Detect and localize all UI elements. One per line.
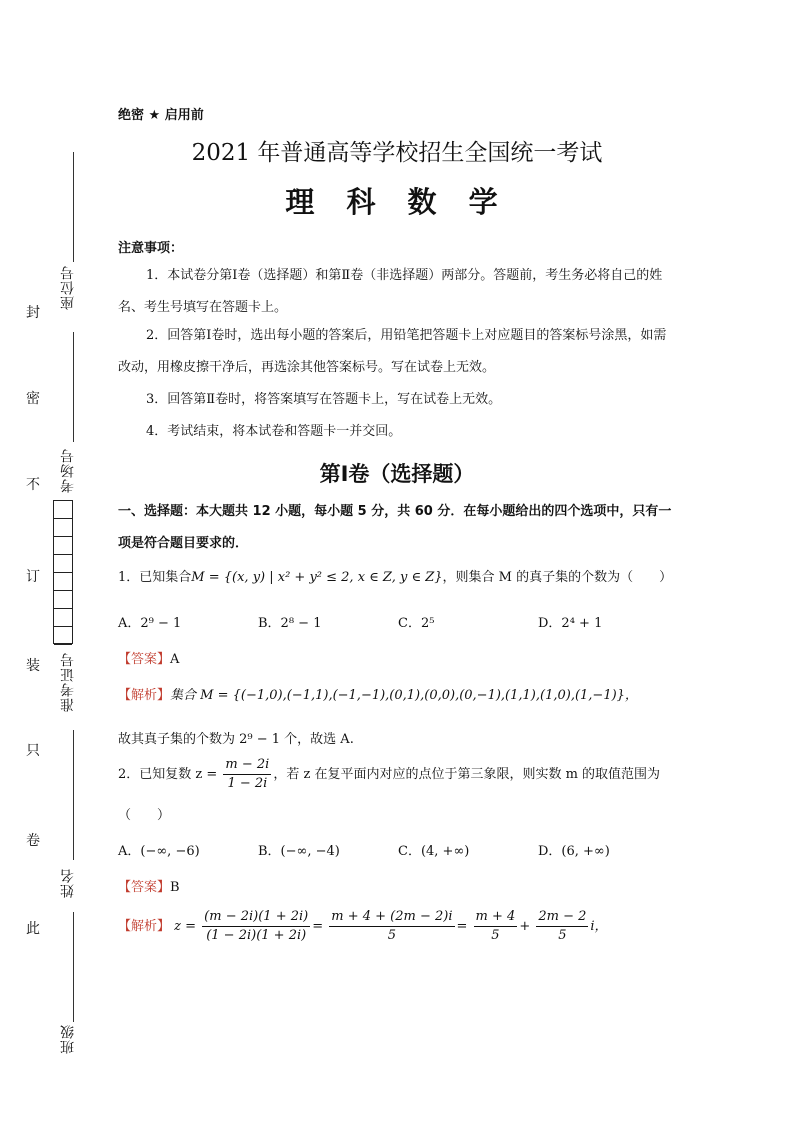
q1-suffix: ，则集合 M 的真子集的个数为（ ）	[442, 570, 673, 585]
notice-item-1: 1．本试卷分第Ⅰ卷（选择题）和第Ⅱ卷（非选择题）两部分。答题前，考生务必将自己的姓名、考生号填写在答题卡上。	[118, 268, 663, 315]
fraction-numerator: m − 2i	[223, 756, 271, 775]
notice-item-2: 2．回答第Ⅰ卷时，选出每小题的答案后，用铅笔把答题卡上对应题目的答案标号涂黑，如需改动，用橡皮擦干净后，再选涂其他答案标号。写在试卷上无效。	[118, 328, 667, 375]
question-1-stem	[118, 562, 676, 594]
q1-prefix: 1．已知集合	[118, 570, 192, 585]
q1-set-expression: M = {(x, y) | x² + y² ≤ 2, x ∈ Z, y ∈ Z}	[191, 570, 443, 585]
seal-char: 卷	[26, 833, 40, 849]
section-instructions: 一、选择题：本大题共 12 小题，每小题 5 分，共 60 分．在每小题给出的四个选项中，只有一项是符合题目要求的．	[118, 504, 672, 551]
seal-char: 密	[26, 391, 40, 407]
q2-analysis-tail: i，	[590, 919, 608, 934]
analysis-fraction-4	[536, 908, 588, 945]
q2-suffix: ，若 z 在复平面内对应的点位于第三象限，则实数 m 的取值范围为	[273, 767, 661, 782]
q1-option-b: B．2⁸ − 1	[258, 616, 322, 631]
seal-char: 只	[26, 743, 40, 759]
binding-line-3	[73, 730, 74, 860]
fraction-numerator: m + 4	[474, 908, 518, 927]
q2-prefix: 2．已知复数 z =	[118, 767, 218, 782]
fraction-denominator: (1 − 2i)(1 + 2i)	[206, 928, 307, 943]
q1-analysis-line1: 集合 M = {(−1,0),(−1,1),(−1,−1),(0,1),(0,0),(0,−1),(1,1),(1,0),(1,−1)}，	[170, 688, 638, 703]
q2-fraction	[223, 756, 271, 793]
q2-answer	[118, 876, 180, 895]
q2-bracket: （ ）	[118, 808, 171, 823]
q1-option-c: C．2⁵	[398, 616, 435, 631]
question-2-stem	[118, 756, 678, 793]
analysis-fraction-2	[329, 908, 454, 945]
analysis-fraction-1	[202, 908, 310, 945]
room-number-label: 考场号	[60, 448, 76, 493]
fraction-denominator: 1 − 2i	[227, 776, 268, 791]
answer-label: 【答案】	[118, 880, 171, 895]
id-number-grid	[53, 500, 73, 644]
q2-option-d: D．(6, +∞)	[538, 844, 610, 859]
q1-option-d: D．2⁴ + 1	[538, 616, 603, 631]
class-label: 班级	[60, 1024, 76, 1054]
notice-item-3: 3．回答第Ⅱ卷时，将答案填写在答题卡上，写在试卷上无效。	[146, 392, 502, 407]
fraction-numerator: m + 4 + (2m − 2)i	[329, 908, 454, 927]
answer-value: A	[170, 652, 180, 667]
seal-char: 订	[26, 569, 40, 585]
analysis-fraction-3	[474, 908, 518, 945]
analysis-label: 【解析】	[118, 688, 171, 703]
q2-option-b: B．(−∞, −4)	[258, 844, 340, 859]
exam-title: 2021 年普通高等学校招生全国统一考试	[191, 140, 603, 166]
q1-analysis	[118, 684, 678, 703]
fraction-denominator: 5	[387, 928, 397, 943]
fraction-numerator: 2m − 2	[536, 908, 588, 927]
analysis-label: 【解析】	[118, 919, 171, 934]
answer-label: 【答案】	[118, 652, 171, 667]
fraction-numerator: (m − 2i)(1 + 2i)	[202, 908, 310, 927]
notice-heading: 注意事项：	[118, 241, 184, 256]
section-title: 第Ⅰ卷（选择题）	[319, 462, 475, 486]
q2-analysis: 【解析】 z = $\frac{(m - 2i)(1 + 2i)}{(1 - 2i)(1 + 2i)}$ = $\frac{m + 4 + (2m - 2)i}{5}$ = $\frac{m + 4}{5}$ + $\frac{2m - 2}{5}$ i，	[118, 909, 608, 943]
answer-value: B	[170, 880, 180, 895]
q1-analysis-line2: 故其真子集的个数为 2⁹ − 1 个，故选 A.	[118, 732, 354, 747]
name-label: 姓名	[60, 868, 76, 898]
fraction-denominator: 5	[491, 928, 500, 943]
binding-line-4	[73, 912, 74, 1022]
q2-option-c: C．(4, +∞)	[398, 844, 470, 859]
seal-char: 封	[26, 305, 40, 321]
subject-title: 理 科 数 学	[285, 185, 509, 219]
q2-z-eq: z =	[174, 919, 197, 934]
q2-option-a: A．(−∞, −6)	[118, 844, 200, 859]
seal-char: 装	[26, 658, 40, 674]
binding-line-2	[73, 332, 74, 442]
seal-char: 此	[26, 921, 40, 937]
notice-item-4: 4．考试结束，将本试卷和答题卡一并交回。	[146, 424, 402, 439]
q1-answer	[118, 648, 179, 667]
seat-number-label: 座位号	[60, 265, 76, 310]
seal-char: 不	[26, 477, 40, 493]
fraction-denominator: 5	[558, 928, 567, 943]
secret-note: 绝密 ★ 启用前	[118, 108, 204, 123]
ticket-number-label: 准考证号	[60, 652, 76, 712]
q1-option-a: A．2⁹ − 1	[118, 616, 182, 631]
